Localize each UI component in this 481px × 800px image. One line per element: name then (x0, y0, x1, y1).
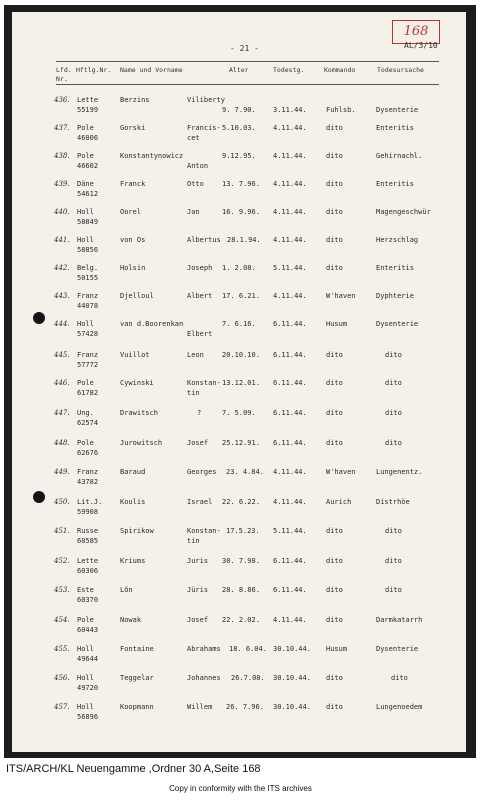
nationality: Pole (77, 379, 94, 387)
death-date: 30.10.44. (273, 674, 311, 682)
death-date: 6.11.44. (273, 586, 307, 594)
death-date: 6.11.44. (273, 379, 307, 387)
cause-of-death: dito (391, 674, 408, 682)
column-header-lfd-label: Lfd. (56, 66, 72, 74)
column-header-name: Name und Vorname (120, 66, 183, 74)
birth-date: 13. 7.96. (222, 180, 260, 188)
prisoner-number: 54612 (77, 190, 99, 198)
death-date: 30.10.44. (273, 645, 311, 653)
row-number: 438. (54, 152, 70, 160)
surname: Oorel (120, 208, 142, 216)
kommando: dito (326, 409, 343, 417)
death-date: 4.11.44. (273, 124, 307, 132)
birth-date: 26. 7.96. (226, 703, 264, 711)
surname: Spirikow (120, 527, 154, 535)
row-number: 446. (54, 379, 70, 387)
nationality: Russe (77, 527, 99, 535)
first-name: Leon (187, 351, 204, 359)
surname: von Os (120, 236, 146, 244)
row-number: 457. (54, 703, 70, 711)
birth-date: 7. 5.09. (222, 409, 256, 417)
row-number: 440. (54, 208, 70, 216)
first-name: Jan (187, 208, 200, 216)
birth-date: 25.12.91. (222, 439, 260, 447)
prisoner-number: 49644 (77, 655, 99, 663)
cause-of-death: Dysenterie (376, 320, 419, 328)
prisoner-number: 58856 (77, 246, 99, 254)
kommando: W'haven (326, 292, 356, 300)
cause-of-death: Lungenoedem (376, 703, 423, 711)
death-date: 3.11.44. (273, 106, 307, 114)
kommando: dito (326, 351, 343, 359)
cause-of-death: Magengeschwür (376, 208, 431, 216)
first-name: Josef (187, 439, 209, 447)
kommando: dito (326, 124, 343, 132)
first-name: Konstan- (187, 379, 221, 387)
nationality: Lit.J. (77, 498, 103, 506)
first-name: Willem (187, 703, 213, 711)
prisoner-number: 60443 (77, 626, 99, 634)
nationality: Holl (77, 236, 94, 244)
first-name: Abrahams (187, 645, 221, 653)
surname: Baraud (120, 468, 146, 476)
column-header-lfd (56, 66, 72, 83)
row-number: 454. (54, 616, 70, 624)
first-name-continued: tin (187, 537, 200, 545)
nationality: Pole (77, 152, 94, 160)
first-name: Johannes (187, 674, 221, 682)
surname: Jurowitsch (120, 439, 163, 447)
kommando: Fuhlsb. (326, 106, 356, 114)
birth-date: 16. 9.96. (222, 208, 260, 216)
birth-date: 22. 2.02. (222, 616, 260, 624)
nationality: Holl (77, 208, 94, 216)
cause-of-death: dito (385, 379, 402, 387)
surname: Franck (120, 180, 146, 188)
kommando: W'haven (326, 468, 356, 476)
first-name: Juris (187, 557, 209, 565)
row-number: 437. (54, 124, 70, 132)
kommando: dito (326, 616, 343, 624)
death-date: 4.11.44. (273, 292, 307, 300)
row-number: 444. (54, 320, 70, 328)
row-number: 452. (54, 557, 70, 565)
cause-of-death: Darmkatarrh (376, 616, 423, 624)
death-date: 30.10.44. (273, 703, 311, 711)
nationality: Pole (77, 124, 94, 132)
cause-of-death: dito (385, 527, 402, 535)
prisoner-number: 43782 (77, 478, 99, 486)
first-name: Jüris (187, 586, 209, 594)
first-name: Israel (187, 498, 213, 506)
prisoner-number: 50155 (77, 274, 99, 282)
birth-date: 17.5.23. (226, 527, 260, 535)
nationality: Holl (77, 645, 94, 653)
row-number: 443. (54, 292, 70, 300)
birth-date: 18. 6.04. (229, 645, 267, 653)
cause-of-death: Gehirnachl. (376, 152, 423, 160)
birth-date: 17. 6.21. (222, 292, 260, 300)
cause-of-death: dito (385, 439, 402, 447)
kommando: dito (326, 586, 343, 594)
first-name: Albertus (187, 236, 221, 244)
row-number: 453. (54, 586, 70, 594)
header-bottom-rule (56, 84, 439, 85)
column-header-nr-label: Nr. (56, 74, 68, 83)
prisoner-number: 58849 (77, 218, 99, 226)
cause-of-death: Enteritis (376, 124, 414, 132)
kommando: dito (326, 379, 343, 387)
surname: Lõn (120, 586, 133, 594)
surname: Drawitsch (120, 409, 158, 417)
document-reference: AL/3/10 (404, 41, 438, 50)
cause-of-death: dito (385, 409, 402, 417)
row-number: 439. (54, 180, 70, 188)
surname: Kriums (120, 557, 146, 565)
birth-date: 23. 4.84. (226, 468, 264, 476)
prisoner-number: 57772 (77, 361, 99, 369)
birth-date: 9. 7.90. (222, 106, 256, 114)
row-number: 450. (54, 498, 70, 506)
row-number: 455. (54, 645, 70, 653)
surname: Vuillot (120, 351, 150, 359)
column-header-cause: Todesursache (377, 66, 424, 74)
death-date: 6.11.44. (273, 409, 307, 417)
row-number: 451. (54, 527, 70, 535)
cause-of-death: Lungenentz. (376, 468, 423, 476)
first-name-continued: tin (187, 389, 200, 397)
birth-date: 13.12.01. (222, 379, 260, 387)
nationality: Lette (77, 557, 99, 565)
surname: Djelloul (120, 292, 154, 300)
header-top-rule (56, 61, 439, 62)
row-number: 448. (54, 439, 70, 447)
nationality: Este (77, 586, 94, 594)
surname: Cywinski (120, 379, 154, 387)
cause-of-death: Distrhöe (376, 498, 410, 506)
first-name-continued: cet (187, 134, 200, 142)
surname: Teggelar (120, 674, 154, 682)
archive-stamp-number: 168 (392, 20, 440, 44)
nationality: Däne (77, 180, 94, 188)
surname: Gorski (120, 124, 146, 132)
first-name-continued: Elbert (187, 330, 213, 338)
first-name: Joseph (187, 264, 213, 272)
row-number: 436. (54, 96, 70, 104)
nationality: Pole (77, 439, 94, 447)
cause-of-death: Herzschlag (376, 236, 419, 244)
death-date: 4.11.44. (273, 208, 307, 216)
death-date: 6.11.44. (273, 320, 307, 328)
kommando: dito (326, 557, 343, 565)
row-number: 442. (54, 264, 70, 272)
kommando: dito (326, 527, 343, 535)
surname: Holsin (120, 264, 146, 272)
nationality: Franz (77, 468, 99, 476)
kommando: Husum (326, 645, 348, 653)
page-number: - 21 - (230, 44, 259, 53)
birth-date: 20.10.10. (222, 351, 260, 359)
death-date: 4.11.44. (273, 180, 307, 188)
birth-date: 9.12.95. (222, 152, 256, 160)
prisoner-number: 56896 (77, 713, 99, 721)
birth-date: 22. 6.22. (222, 498, 260, 506)
nationality: Lette (77, 96, 99, 104)
cause-of-death: dito (385, 351, 402, 359)
row-number: 456. (54, 674, 70, 682)
nationality: Holl (77, 674, 94, 682)
kommando: dito (326, 208, 343, 216)
death-date: 4.11.44. (273, 616, 307, 624)
prisoner-number: 44078 (77, 302, 99, 310)
death-date: 4.11.44. (273, 498, 307, 506)
prisoner-number: 60585 (77, 537, 99, 545)
death-date: 5.11.44. (273, 264, 307, 272)
birth-date: 30. 7.98. (222, 557, 260, 565)
kommando: Husum (326, 320, 348, 328)
death-date: 6.11.44. (273, 557, 307, 565)
surname: Nowak (120, 616, 142, 624)
nationality: Holl (77, 320, 94, 328)
first-name: Konstan- (187, 527, 221, 535)
nationality: Holl (77, 703, 94, 711)
death-date: 4.11.44. (273, 468, 307, 476)
nationality: Pole (77, 616, 94, 624)
row-number: 441. (54, 236, 70, 244)
copy-conformity-note: Copy in conformity with the ITS archives (169, 784, 312, 793)
first-name-continued: Anton (187, 162, 209, 170)
nationality: Belg. (77, 264, 99, 272)
death-date: 4.11.44. (273, 236, 307, 244)
kommando: dito (326, 439, 343, 447)
column-header-death-date: Todestg. (273, 66, 305, 74)
prisoner-number: 49720 (77, 684, 99, 692)
kommando: dito (326, 152, 343, 160)
prisoner-number: 55199 (77, 106, 99, 114)
surname: Koopmann (120, 703, 154, 711)
death-date: 5.11.44. (273, 527, 307, 535)
nationality: Ung. (77, 409, 94, 417)
birth-date: 1. 2.08. (222, 264, 256, 272)
death-date: 4.11.44. (273, 152, 307, 160)
prisoner-number: 62676 (77, 449, 99, 457)
column-header-age: Alter (229, 66, 249, 74)
first-name: ? (197, 409, 202, 417)
kommando: dito (326, 236, 343, 244)
kommando: dito (326, 264, 343, 272)
nationality: Franz (77, 292, 99, 300)
nationality: Franz (77, 351, 99, 359)
cause-of-death: Dysenterie (376, 645, 419, 653)
birth-date: 5.10.03. (222, 124, 256, 132)
surname: Konstantynowicz (120, 152, 184, 160)
prisoner-number: 60370 (77, 596, 99, 604)
prisoner-number: 60306 (77, 567, 99, 575)
kommando: dito (326, 703, 343, 711)
birth-date: 28. 8.86. (222, 586, 260, 594)
death-date: 6.11.44. (273, 439, 307, 447)
kommando: dito (326, 674, 343, 682)
prisoner-number: 46006 (77, 134, 99, 142)
first-name: Georges (187, 468, 217, 476)
row-number: 445. (54, 351, 70, 359)
cause-of-death: dito (385, 557, 402, 565)
punch-hole-bottom (33, 491, 45, 503)
first-name: Josef (187, 616, 209, 624)
surname: Fontaine (120, 645, 154, 653)
prisoner-number: 59908 (77, 508, 99, 516)
archive-source-caption: ITS/ARCH/KL Neuengamme ,Ordner 30 A,Seite 168 (6, 763, 261, 775)
first-name: Francis- (187, 124, 221, 132)
punch-hole-top (33, 312, 45, 324)
prisoner-number: 61782 (77, 389, 99, 397)
birth-date: 26.7.08. (231, 674, 265, 682)
death-date: 6.11.44. (273, 351, 307, 359)
prisoner-number: 57428 (77, 330, 99, 338)
cause-of-death: dito (385, 586, 402, 594)
column-header-prisoner-number: Hftlg.Nr. (76, 66, 112, 74)
first-name: Albert (187, 292, 213, 300)
first-name: Viliberty (187, 96, 225, 104)
prisoner-number: 46602 (77, 162, 99, 170)
cause-of-death: Dysenterie (376, 106, 419, 114)
row-number: 447. (54, 409, 70, 417)
cause-of-death: Enteritis (376, 264, 414, 272)
birth-date: 7. 6.16. (222, 320, 256, 328)
kommando: Aurich (326, 498, 352, 506)
cause-of-death: Dyphterie (376, 292, 414, 300)
cause-of-death: Enteritis (376, 180, 414, 188)
column-header-kommando: Kommando (324, 66, 356, 74)
surname: Berzins (120, 96, 150, 104)
kommando: dito (326, 180, 343, 188)
row-number: 449. (54, 468, 70, 476)
prisoner-number: 62574 (77, 419, 99, 427)
birth-date: 28.1.94. (227, 236, 261, 244)
first-name: Otto (187, 180, 204, 188)
surname: van d.Boorenkan (120, 320, 184, 328)
surname: Koulis (120, 498, 146, 506)
